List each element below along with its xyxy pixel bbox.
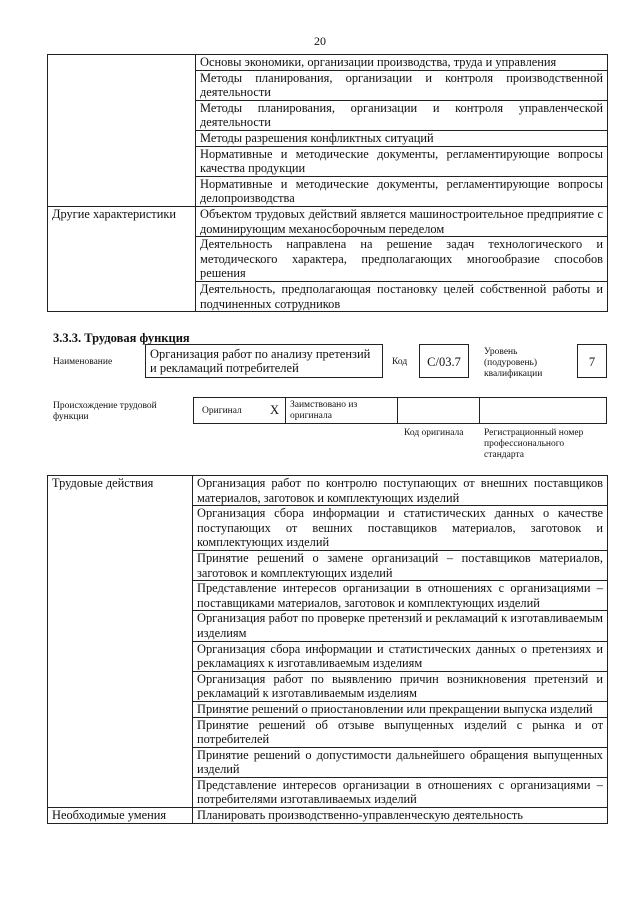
table-cell: Нормативные и методические документы, регламентирующие вопросы качества продукции <box>196 146 608 176</box>
table-cell: Организация работ по проверке претензий и рекламаций к изготавливаемым изделиям <box>193 611 608 641</box>
borrowed-label: Заимствовано из оригинала <box>290 400 358 421</box>
divider <box>285 398 286 423</box>
page-number: 20 <box>314 34 326 48</box>
name-label: Наименование <box>53 357 113 367</box>
original-label: Оригинал <box>202 406 242 416</box>
table-cell: Организация работ по контролю поступающих от внешних поставщиков материалов, заготовок и комплектующих изделий <box>193 476 608 506</box>
table-cell: Принятие решений о приостановлении или прекращении выпуска изделий <box>193 701 608 717</box>
table-cell: Принятие решений о допустимости дальнейшего обращения выпущенных изделий <box>193 747 608 777</box>
table-cell: Представление интересов организации в отношениях с организациями – поставщиками материалов, заготовок и комплектующих изделий <box>193 581 608 611</box>
function-code-box: C/03.7 <box>419 344 469 378</box>
table-cell: Организация работ по выявлению причин возникновения претензий и рекламаций к изготавливаемым изделиям <box>193 671 608 701</box>
table-cell: Методы планирования, организации и контроля производственной деятельности <box>196 70 608 100</box>
labor-actions-label: Трудовые действия <box>48 476 193 808</box>
table-cell: Нормативные и методические документы, регламентирующие вопросы делопроизводства <box>196 176 608 206</box>
knowledge-label-cell <box>48 55 196 207</box>
origin-row <box>193 397 607 424</box>
top-characteristics-table <box>47 54 608 312</box>
table-cell: Представление интересов организации в отношениях с организациями – потребителями изготавливаемых изделий <box>193 777 608 807</box>
table-cell: Принятие решений о замене организаций – поставщиков материалов, заготовок и комплектующих изделий <box>193 550 608 580</box>
table-cell: Планировать производственно-управленческую деятельность <box>193 808 608 824</box>
labor-actions-table <box>47 475 608 824</box>
table-cell: Методы планирования, организации и контроля управленческой деятельности <box>196 100 608 130</box>
table-cell: Принятие решений об отзыве выпущенных изделий с рынка и от потребителей <box>193 717 608 747</box>
table-cell: Деятельность, предполагающая постановку целей собственной работы и подчиненных сотрудников <box>196 281 608 311</box>
code-label: Код <box>392 357 408 367</box>
divider <box>479 398 480 423</box>
table-cell: Организация сбора информации и статистических данных о претензиях и рекламациях к изготавливаемым изделиям <box>193 641 608 671</box>
section-title: 3.3.3. Трудовая функция <box>53 331 190 345</box>
table-cell: Деятельность направлена на решение задач технологического и методического характера, предполагающих многообразие способов решения <box>196 237 608 282</box>
origin-label: Происхождение трудовой функции <box>53 401 157 422</box>
code-original-caption: Код оригинала <box>404 428 464 438</box>
skills-label: Необходимые умения <box>48 808 193 824</box>
other-characteristics-label: Другие характеристики <box>48 206 196 311</box>
function-name-box: Организация работ по анализу претензий и рекламаций потребителей <box>145 344 383 378</box>
table-cell: Объектом трудовых действий является машиностроительное предприятие с доминирующим механосборочным переделом <box>196 206 608 236</box>
registration-number-caption: Регистрационный номер профессионального стандарта <box>484 428 584 460</box>
table-cell: Организация сбора информации и статистических данных о качестве поступающих от вешних поставщиков материалов, заготовок и комплектующих изделий <box>193 506 608 551</box>
table-cell: Основы экономики, организации производства, труда и управления <box>196 55 608 71</box>
level-value-box: 7 <box>577 344 607 378</box>
level-label: Уровень (подуровень) квалификации <box>484 347 543 379</box>
original-mark: X <box>270 403 280 417</box>
table-cell: Методы разрешения конфликтных ситуаций <box>196 130 608 146</box>
divider <box>397 398 398 423</box>
